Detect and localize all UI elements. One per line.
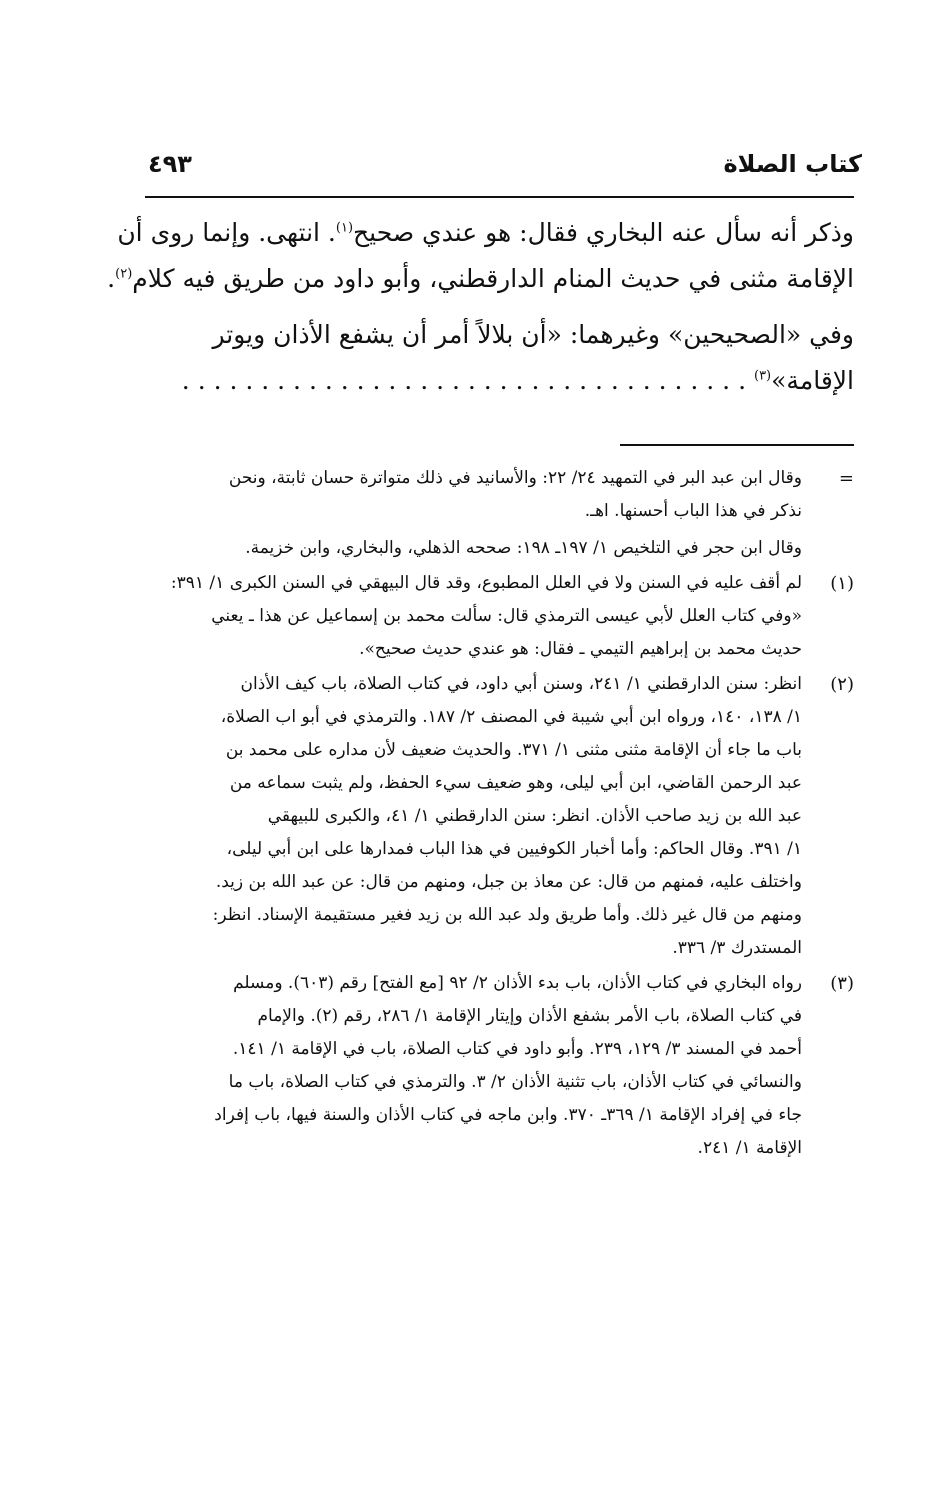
footnote-line: جاء في إفراد الإقامة ١/ ٣٦٩ـ ٣٧٠. وابن ماجه في كتاب الأذان والسنة فيها، باب إفراد bbox=[214, 1105, 802, 1125]
footnote-line: المستدرك ٣/ ٣٣٦. bbox=[672, 938, 802, 958]
footnote-mark: = bbox=[838, 468, 854, 489]
footnote-ref: (٢) bbox=[115, 266, 133, 282]
footnote-line: رواه البخاري في كتاب الأذان، باب بدء الأذان ٢/ ٩٢ [مع الفتح] رقم (٦٠٣). ومسلم bbox=[233, 973, 802, 993]
main-line-text: . انتهى. وإنما روى أن bbox=[117, 218, 336, 247]
main-line-text: الإقامة مثنى في حديث المنام الدارقطني، وأبو داود من طريق فيه كلام bbox=[132, 264, 854, 293]
main-line-text: وذكر أنه سأل عنه البخاري فقال: هو عندي صحيح bbox=[353, 218, 854, 247]
footnote-line: ١/ ١٣٨، ١٤٠، ورواه ابن أبي شيبة في المصنف ٢/ ١٨٧. والترمذي في أبو اب الصلاة، bbox=[220, 707, 802, 727]
footnote-mark: (١) bbox=[830, 573, 854, 594]
footnote-line: واختلف عليه، فمنهم من قال: عن معاذ بن جبل، ومنهم من قال: عن عبد الله بن زيد. bbox=[215, 872, 802, 892]
footnote-separator bbox=[620, 444, 854, 446]
footnote-3 bbox=[145, 967, 854, 1165]
footnote-line: في كتاب الصلاة، باب الأمر بشفع الأذان وإيتار الإقامة ١/ ٢٨٦، رقم (٢). والإمام bbox=[257, 1006, 802, 1026]
footnote-line: لم أقف عليه في السنن ولا في العلل المطبوع، وقد قال البيهقي في السنن الكبرى ١/ ٣٩١: bbox=[170, 573, 802, 593]
footnote-line: حديث محمد بن إبراهيم التيمي ـ فقال: هو عندي حديث صحيح». bbox=[359, 639, 802, 659]
footnote-mark: (٢) bbox=[830, 674, 854, 695]
footnote-line: انظر: سنن الدارقطني ١/ ٢٤١، وسنن أبي داود، في كتاب الصلاة، باب كيف الأذان bbox=[240, 674, 802, 694]
main-line-text: . bbox=[107, 264, 116, 293]
footnotes bbox=[145, 462, 854, 1165]
footnote-line: عبد الله بن زيد صاحب الأذان. انظر: سنن الدارقطني ١/ ٤١، والكبرى للبيهقي bbox=[267, 806, 802, 826]
footnote-line: والنسائي في كتاب الأذان، باب تثنية الأذان ٢/ ٣. والترمذي في كتاب الصلاة، باب ما bbox=[228, 1072, 802, 1092]
footnote-ref: (١) bbox=[335, 220, 354, 236]
running-header-title: كتاب الصلاة bbox=[723, 150, 862, 178]
footnote-line: الإقامة ١/ ٢٤١. bbox=[697, 1138, 802, 1158]
footnote-2 bbox=[145, 668, 854, 965]
main-line bbox=[145, 312, 854, 358]
footnote-line: أحمد في المسند ٣/ ١٢٩، ٢٣٩. وأبو داود في كتاب الصلاة، باب في الإقامة ١/ ١٤١. bbox=[232, 1039, 802, 1059]
footnote-ref: (٣) bbox=[753, 368, 772, 384]
header-rule bbox=[145, 196, 854, 198]
footnote-1 bbox=[145, 567, 854, 666]
main-line bbox=[107, 256, 854, 302]
footnote-continuation bbox=[145, 462, 854, 565]
footnote-line: وقال ابن حجر في التلخيص ١/ ١٩٧ـ ١٩٨: صححه الذهلي، والبخاري، وابن خزيمة. bbox=[245, 538, 802, 558]
main-text bbox=[107, 210, 854, 404]
footnote-line: نذكر في هذا الباب أحسنها. اهـ. bbox=[584, 501, 802, 521]
footnote-line: «وفي كتاب العلل لأبي عيسى الترمذي قال: سألت محمد بن إسماعيل عن هذا ـ يعني bbox=[211, 606, 802, 626]
footnote-mark: (٣) bbox=[830, 973, 854, 994]
footnote-line: ١/ ٣٩١. وقال الحاكم: وأما أخبار الكوفيين في هذا الباب فمدارها على ابن أبي ليلى، bbox=[226, 839, 802, 859]
main-line bbox=[145, 358, 854, 404]
main-line bbox=[117, 210, 854, 256]
footnote-line: ومنهم من قال غير ذلك. وأما طريق ولد عبد الله بن زيد فغير مستقيمة الإسناد. انظر: bbox=[212, 905, 802, 925]
main-line-text: وفي «الصحيحين» وغيرهما: «أن بلالاً أمر أن يشفع الأذان ويوتر bbox=[212, 320, 854, 349]
footnote-line: باب ما جاء أن الإقامة مثنى مثنى ١/ ٣٧١. والحديث ضعيف لأن مداره على محمد بن bbox=[225, 740, 802, 760]
footnote-line: عبد الرحمن القاضي، ابن أبي ليلى، وهو ضعيف سيء الحفظ، ولم يثبت سماعه من bbox=[229, 773, 802, 793]
main-line-text: الإقامة» bbox=[771, 366, 854, 395]
page-number: ٤٩٣ bbox=[148, 150, 192, 178]
footnote-line: وقال ابن عبد البر في التمهيد ٢٤/ ٢٢: والأسانيد في ذلك متواترة حسان ثابتة، ونحن bbox=[228, 468, 802, 488]
